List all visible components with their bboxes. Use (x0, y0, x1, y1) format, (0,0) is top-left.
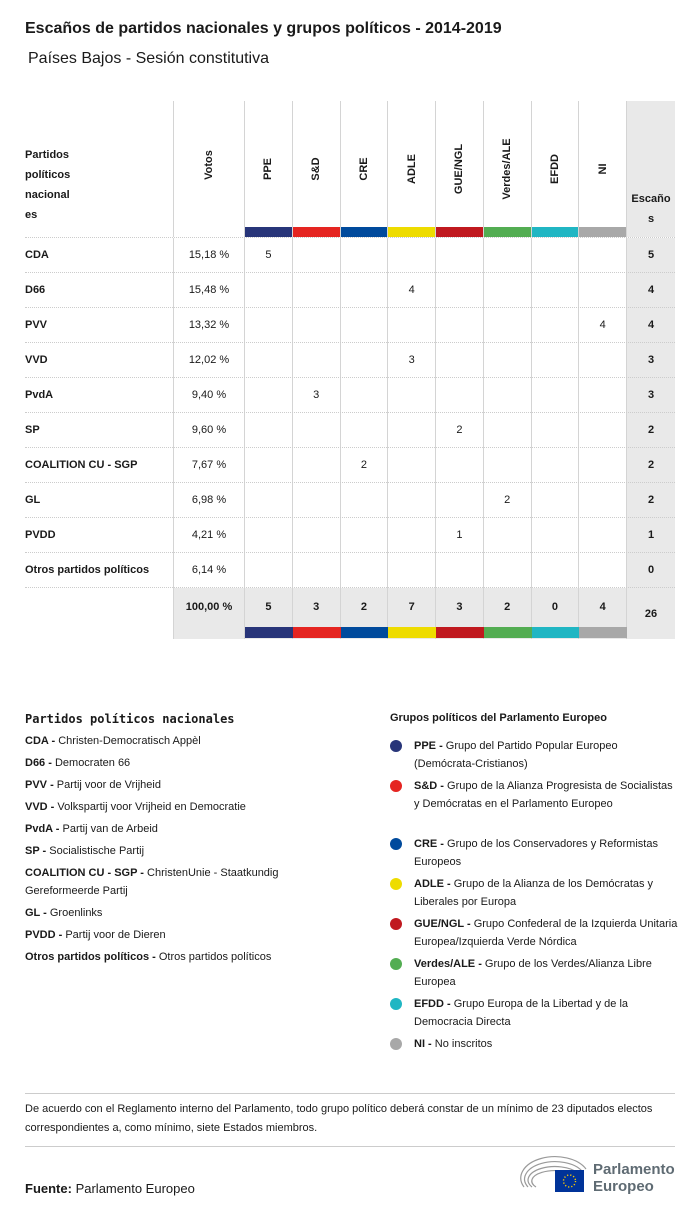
group-seat-cell (341, 413, 389, 448)
party-name: PVDD (25, 518, 174, 553)
group-color-dot-icon (390, 998, 402, 1010)
group-seat-cell (579, 448, 627, 483)
group-legend-item (390, 915, 680, 951)
group-header: Verdes/ALE (501, 138, 514, 200)
group-seat-cell (579, 343, 627, 378)
votes-cell: 6,98 % (174, 483, 245, 518)
group-legend-item (390, 955, 680, 991)
group-color-bar (532, 627, 580, 638)
group-color-bar (484, 627, 532, 638)
legend-abbr: EFDD - (414, 998, 451, 1010)
group-seat-cell (532, 518, 580, 553)
group-seat-cell (532, 413, 580, 448)
group-header: PPE (262, 157, 275, 181)
seats-total-cell: 0 (627, 553, 675, 588)
group-seat-cell (388, 448, 436, 483)
group-seat-cell (341, 553, 389, 588)
group-seat-cell: 4 (579, 308, 627, 343)
logo-text: Parlamento (593, 1161, 675, 1178)
group-seat-cell (293, 553, 341, 588)
table-row (25, 517, 675, 552)
group-seat-cell: 0 (532, 588, 580, 639)
group-color-bar (293, 227, 340, 237)
seats-total-cell: 2 (627, 448, 675, 483)
group-seat-cell: 3 (293, 588, 341, 639)
party-name: COALITION CU - SGP (25, 448, 174, 483)
logo-text: Europeo (593, 1178, 654, 1195)
group-header-cell (388, 101, 436, 237)
group-seat-cell: 2 (341, 588, 389, 639)
group-seat-cell (388, 518, 436, 553)
group-seat-cell (436, 238, 484, 273)
votes-cell: 9,40 % (174, 378, 245, 413)
party-legend-item (25, 774, 365, 796)
legend-name: ChristenUnie - Staatkundig Gereformeerde Partij (25, 867, 279, 897)
votes-cell: 12,02 % (174, 343, 245, 378)
group-seat-cell (293, 483, 341, 518)
seats-table (25, 101, 675, 638)
legend-abbr: Verdes/ALE - (414, 958, 482, 970)
legend-name: Christen-Democratisch Appèl (58, 735, 201, 747)
party-legend-title: Partidos políticos nacionales (25, 712, 235, 726)
group-seat-cell (245, 448, 293, 483)
legend-name: Partij voor de Vrijheid (56, 779, 161, 791)
group-color-dot-icon (390, 878, 402, 890)
group-seat-cell (245, 518, 293, 553)
group-seat-cell: 2 (341, 448, 389, 483)
table-row (25, 307, 675, 342)
group-seat-cell (532, 343, 580, 378)
group-header-cell (579, 101, 627, 237)
table-row (25, 377, 675, 412)
group-seat-cell (579, 483, 627, 518)
group-seat-cell (484, 448, 532, 483)
party-legend-item (25, 924, 365, 946)
group-seat-cell (388, 553, 436, 588)
party-name (25, 588, 174, 639)
votes-header-cell (174, 101, 245, 237)
group-seat-cell: 4 (579, 588, 627, 639)
group-color-bar (436, 227, 483, 237)
group-seat-cell (245, 308, 293, 343)
group-seat-cell (579, 378, 627, 413)
group-seat-cell (532, 308, 580, 343)
seats-total-cell: 4 (627, 308, 675, 343)
group-seat-cell: 3 (293, 378, 341, 413)
votes-cell: 9,60 % (174, 413, 245, 448)
group-seat-cell (293, 518, 341, 553)
group-color-dot-icon (390, 1038, 402, 1050)
page-subtitle: Países Bajos - Sesión constitutiva (28, 50, 270, 67)
group-header: GUE/NGL (453, 143, 466, 195)
group-legend-item (390, 1035, 680, 1053)
party-legend-item (25, 752, 365, 774)
legend-name: Grupo de la Alianza Progresista de Socialistas y Demócratas en el Parlamento Europeo (414, 780, 673, 810)
group-seat-cell (579, 273, 627, 308)
legend-name: Grupo de la Alianza de los Demócratas y Liberales por Europa (414, 878, 654, 908)
divider (25, 1146, 675, 1147)
group-seat-cell (484, 518, 532, 553)
group-seat-cell (436, 378, 484, 413)
group-seat-cell (579, 553, 627, 588)
legend-name: Democraten 66 (54, 757, 131, 769)
party-name: GL (25, 483, 174, 518)
group-seat-cell: 2 (484, 588, 532, 639)
group-color-dot-icon (390, 780, 402, 792)
legend-name: Grupo de los Conservadores y Reformistas Europeos (414, 838, 658, 868)
group-seat-cell (245, 483, 293, 518)
votes-cell: 4,21 % (174, 518, 245, 553)
party-name: CDA (25, 238, 174, 273)
legend-name: Volkspartij voor Vrijheid en Democratie (57, 801, 246, 813)
group-seat-cell (341, 238, 389, 273)
source-label: Fuente: (25, 1181, 72, 1196)
group-seat-cell (245, 378, 293, 413)
party-legend-item (25, 796, 365, 818)
group-seat-cell (532, 273, 580, 308)
legend-name: Socialistische Partij (49, 845, 145, 857)
party-legend-item (25, 946, 365, 968)
votes-header: Votos (203, 150, 215, 180)
group-seat-cell (388, 413, 436, 448)
group-seat-cell (579, 238, 627, 273)
party-legend-item (25, 864, 325, 900)
party-header-cell (25, 101, 174, 237)
group-header-cell (293, 101, 341, 237)
group-legend-item (390, 835, 680, 871)
legend-name: Grupo Europa de la Libertad y de la Democracia Directa (414, 998, 629, 1028)
group-color-bar (245, 227, 292, 237)
legend-name: Partij van de Arbeid (62, 823, 158, 835)
group-seat-cell (532, 553, 580, 588)
group-seat-cell (293, 413, 341, 448)
group-header-cell (341, 101, 389, 237)
group-header: S&D (310, 157, 323, 181)
group-seat-cell (388, 238, 436, 273)
seats-total-cell: 2 (627, 413, 675, 448)
group-color-bar (436, 627, 484, 638)
group-color-dot-icon (390, 958, 402, 970)
group-seat-cell (579, 413, 627, 448)
legend-name: Grupo del Partido Popular Europeo (Demócrata-Cristianos) (414, 740, 618, 770)
party-name: SP (25, 413, 174, 448)
seats-header: Escaño s (631, 193, 671, 225)
party-name: PvdA (25, 378, 174, 413)
group-seat-cell (532, 238, 580, 273)
group-color-bar (388, 627, 436, 638)
group-seat-cell (341, 308, 389, 343)
legend-abbr: CDA - (25, 735, 56, 747)
legend-name: No inscritos (434, 1038, 493, 1050)
legend-name: Grupo Confederal de la Izquierda Unitaria Europea/Izquierda Verde Nórdica (414, 918, 678, 948)
group-seat-cell (341, 518, 389, 553)
votes-cell: 7,67 % (174, 448, 245, 483)
group-seat-cell: 7 (388, 588, 436, 639)
group-header: ADLE (405, 154, 418, 184)
footnote: De acuerdo con el Reglamento interno del Parlamento, todo grupo político deberá constar de un mínimo de 23 diputados electos correspondientes a, como mínimo, siete Estados miembros. (25, 1103, 653, 1134)
group-seat-cell: 2 (484, 483, 532, 518)
legend-name: Grupo de los Verdes/Alianza Libre Europea (414, 958, 652, 988)
seats-total-cell: 3 (627, 343, 675, 378)
legend-name: Groenlinks (49, 907, 103, 919)
group-seat-cell (436, 448, 484, 483)
party-name: Otros partidos políticos (25, 553, 174, 588)
group-header: NI (596, 163, 609, 175)
table-row (25, 482, 675, 517)
table-row (25, 447, 675, 482)
legend-name: Partij voor de Dieren (65, 929, 166, 941)
group-seat-cell (388, 483, 436, 518)
group-seat-cell (293, 308, 341, 343)
party-name: D66 (25, 273, 174, 308)
legend-abbr: PVV - (25, 779, 54, 791)
group-seat-cell (532, 378, 580, 413)
group-seat-cell (436, 483, 484, 518)
group-seat-cell (484, 343, 532, 378)
group-seat-cell (532, 448, 580, 483)
group-seat-cell (484, 238, 532, 273)
group-color-bar (245, 627, 293, 638)
group-seat-cell (484, 553, 532, 588)
ep-logo (520, 1155, 675, 1200)
legend-abbr: VVD - (25, 801, 55, 813)
party-header: Partidos políticos nacional es (25, 149, 71, 221)
party-name: PVV (25, 308, 174, 343)
group-seat-cell (245, 343, 293, 378)
group-legend-item (390, 995, 680, 1031)
group-color-bar (579, 627, 627, 638)
group-seat-cell: 3 (436, 588, 484, 639)
group-seat-cell: 4 (388, 273, 436, 308)
table-row (25, 272, 675, 307)
group-color-bar (341, 627, 389, 638)
legend-abbr: D66 - (25, 757, 52, 769)
source-value: Parlamento Europeo (75, 1181, 195, 1196)
group-seat-cell: 1 (436, 518, 484, 553)
group-seat-cell (484, 378, 532, 413)
totals-row (25, 587, 675, 638)
group-seat-cell (579, 518, 627, 553)
group-seat-cell (293, 238, 341, 273)
divider (25, 1093, 675, 1094)
group-color-bar (388, 227, 435, 237)
party-legend-item (25, 902, 365, 924)
group-header: CRE (357, 157, 370, 181)
group-seat-cell (436, 343, 484, 378)
group-seat-cell (436, 553, 484, 588)
seats-total-cell: 5 (627, 238, 675, 273)
group-legend-item (390, 777, 680, 813)
group-header-cell (245, 101, 293, 237)
votes-cell: 13,32 % (174, 308, 245, 343)
group-header-cell (436, 101, 484, 237)
group-seat-cell (245, 413, 293, 448)
group-seat-cell (484, 273, 532, 308)
group-seat-cell (388, 308, 436, 343)
group-legend-item (390, 875, 680, 911)
group-color-bar (484, 227, 531, 237)
group-color-bar (341, 227, 388, 237)
group-seat-cell (341, 273, 389, 308)
table-row (25, 237, 675, 272)
legend-name: Otros partidos políticos (158, 951, 272, 963)
party-name: VVD (25, 343, 174, 378)
group-seat-cell (245, 553, 293, 588)
group-seat-cell (341, 483, 389, 518)
party-legend-item (25, 818, 365, 840)
group-seat-cell: 3 (388, 343, 436, 378)
group-color-dot-icon (390, 740, 402, 752)
group-seat-cell (436, 273, 484, 308)
group-seat-cell: 5 (245, 238, 293, 273)
seats-total-cell: 3 (627, 378, 675, 413)
group-seat-cell (484, 308, 532, 343)
group-header-cell (532, 101, 580, 237)
group-seat-cell (484, 413, 532, 448)
seats-header-cell (627, 101, 675, 237)
seats-total-cell: 1 (627, 518, 675, 553)
table-row (25, 342, 675, 377)
legend-abbr: SP - (25, 845, 47, 857)
party-legend (25, 708, 365, 968)
group-header-cell (484, 101, 532, 237)
party-legend-item (25, 730, 365, 752)
votes-cell: 15,18 % (174, 238, 245, 273)
legend-abbr: GL - (25, 907, 47, 919)
legend-abbr: S&D - (414, 780, 444, 792)
legend-abbr: COALITION CU - SGP - (25, 867, 144, 879)
group-seat-cell: 2 (436, 413, 484, 448)
source (25, 1181, 195, 1196)
group-seat-cell (245, 273, 293, 308)
group-seat-cell (341, 343, 389, 378)
table-row (25, 552, 675, 587)
group-seat-cell: 5 (245, 588, 293, 639)
group-seat-cell (341, 378, 389, 413)
group-color-bar (293, 627, 341, 638)
seats-total-cell: 4 (627, 273, 675, 308)
party-legend-item (25, 840, 365, 862)
legend-abbr: PVDD - (25, 929, 63, 941)
group-color-bar (579, 227, 626, 237)
legend-abbr: CRE - (414, 838, 444, 850)
group-color-bar (532, 227, 579, 237)
legend-abbr: Otros partidos políticos - (25, 951, 156, 963)
seats-total-cell: 2 (627, 483, 675, 518)
group-header: EFDD (548, 154, 561, 184)
table-row (25, 412, 675, 447)
hemicycle-icon (520, 1155, 590, 1195)
legend-abbr: PPE - (414, 740, 443, 752)
legend-abbr: ADLE - (414, 878, 451, 890)
legend-abbr: NI - (414, 1038, 432, 1050)
seats-total-cell: 26 (627, 588, 675, 639)
group-seat-cell (532, 483, 580, 518)
legend-abbr: PvdA - (25, 823, 60, 835)
group-color-dot-icon (390, 918, 402, 930)
group-seat-cell (293, 343, 341, 378)
legend-abbr: GUE/NGL - (414, 918, 471, 930)
group-seat-cell (436, 308, 484, 343)
group-legend-item (390, 737, 680, 773)
group-color-dot-icon (390, 838, 402, 850)
page-title: Escaños de partidos nacionales y grupos políticos - 2014-2019 (25, 20, 502, 37)
group-seat-cell (388, 378, 436, 413)
group-legend-title: Grupos políticos del Parlamento Europeo (390, 712, 607, 724)
group-seat-cell (293, 273, 341, 308)
group-seat-cell (293, 448, 341, 483)
votes-cell: 15,48 % (174, 273, 245, 308)
votes-cell: 6,14 % (174, 553, 245, 588)
votes-cell: 100,00 % (174, 588, 245, 639)
